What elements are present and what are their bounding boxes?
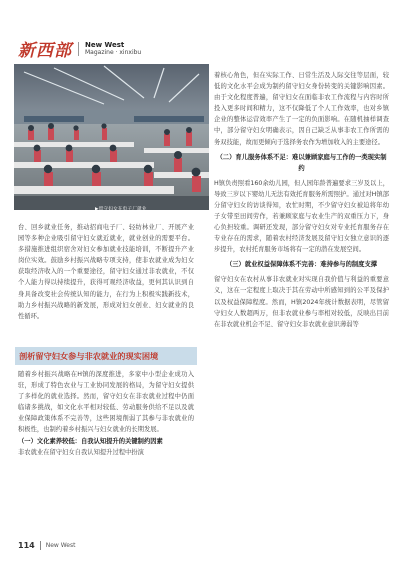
paragraph: 随着乡村振兴战略在H镇的深度推进，多家中小型企业成功入驻，形成了特色农业与工业协同发展的格局，为留守妇女提供了多样化的就业选择。然而，留守妇女在非农就业过程中仍面临诸多挑战，如文化水平相对较低、劳动服务供给不足以及就业保障政策体系不完善等，这些困境削弱了其参与非农就业的积极性，也制约着乡村振兴与妇女就业的长期发展。 (18, 371, 194, 434)
subheading-1: （一）文化素养较低：自我认知提升的关键制约因素 (18, 437, 163, 445)
brand-english-sub: Magazine · xinxibu (85, 48, 142, 56)
page-number: 114 (18, 541, 35, 550)
section-title: 剖析留守妇女参与非农就业的现实困境 (15, 347, 197, 365)
right-column (214, 70, 389, 330)
paragraph: 非农就业在留守妇女自我认知提升过程中扮演 (18, 448, 144, 456)
footer-divider (40, 541, 41, 550)
subheading-2: （二）育儿服务体系不足：难以兼顾家庭与工作的一类现实制约 (216, 153, 387, 172)
left-column-bottom (18, 369, 194, 458)
paragraph: H镇负责照看160余幼儿园，但人园年龄普遍要求三岁及以上，导致三岁以下婴幼儿无法有效托育服务所需照护。通过对H镇部分留守妇女的访谈得知，农忙时期，不少留守妇女被迫将年幼子女带至田间劳作，若兼顾家庭与农业生产的双重压力下，身心负担较重。调研还发现，部分留守妇女对专业托育服务存在专业存在的需求，随着农村经济发展及留守妇女独立意识的逐步提升，农村托育服务市场将有一定的潜在发展空间。 (214, 179, 389, 254)
photo-caption: ▶留守妇女在电子厂就业 (95, 207, 147, 212)
left-column-top (18, 222, 194, 322)
brand-english (85, 42, 141, 56)
factory-photo (14, 64, 209, 210)
paragraph: 留守妇女在农村从事非农就业对实现自我价值与利益的重要意义，这在一定程度上取决于其在劳动中所感知到的公平及保护以及权益保障程度。然而，H镇2024年统计数据表明，尽管留守妇女人数超两万，但非农就业参与率相对较低，反映出目前在非农就业机会不足、留守妇女非农就业意识薄弱等 (214, 276, 389, 328)
masthead (18, 36, 141, 61)
brand-english-title: New West (85, 40, 125, 49)
brand-logo: 新西部 (18, 41, 72, 61)
paragraph: 台、回乡就业任务，推动招商电子厂、轻纺林业厂、开展产业园等多种企业吸引留守妇女就近就业，就业创业的需要平台。多措施推进组织宿舍对妇女参加就业技能培训，不断提升产业岗位实效。鼓励乡村振兴战略专项支持，使非农就业成为妇女获取经济收入的一个重要途径，留守妇女通过非农就业，不仅个人能力得以持续提升，获得可观经济收益，更何其认识到自身具备改变社会传统认知的能力，在行为上积极实践新技术，助力乡村振兴战略的新发展，形成对妇女创业、妇女就业的良性循环。 (18, 224, 194, 320)
masthead-divider (78, 42, 79, 56)
paragraph: 着核心角色，但在实际工作、日常生活及人际交往等层面，较低的文化水平会成为制约留守妇女身份转变的关键影响因素。由于文化程度普遍，留守妇女在面临非农工作流程与内容时所投入更多时间和精力，这不仅降低了个人工作效率，也对乡镇企业的整体运营效率产生了一定的负面影响。在随机抽样调查中，部分留守妇女明确表示，因自己缺乏从事非农工作所需的务双技能，故而更倾向于选择务农作为增加收入的主要途径。 (214, 72, 389, 146)
page-footer (18, 541, 75, 550)
subheading-3: （三）就业权益保障体系不完善：难持参与的制度支撑 (225, 261, 378, 269)
footer-magazine: New West (45, 542, 76, 549)
